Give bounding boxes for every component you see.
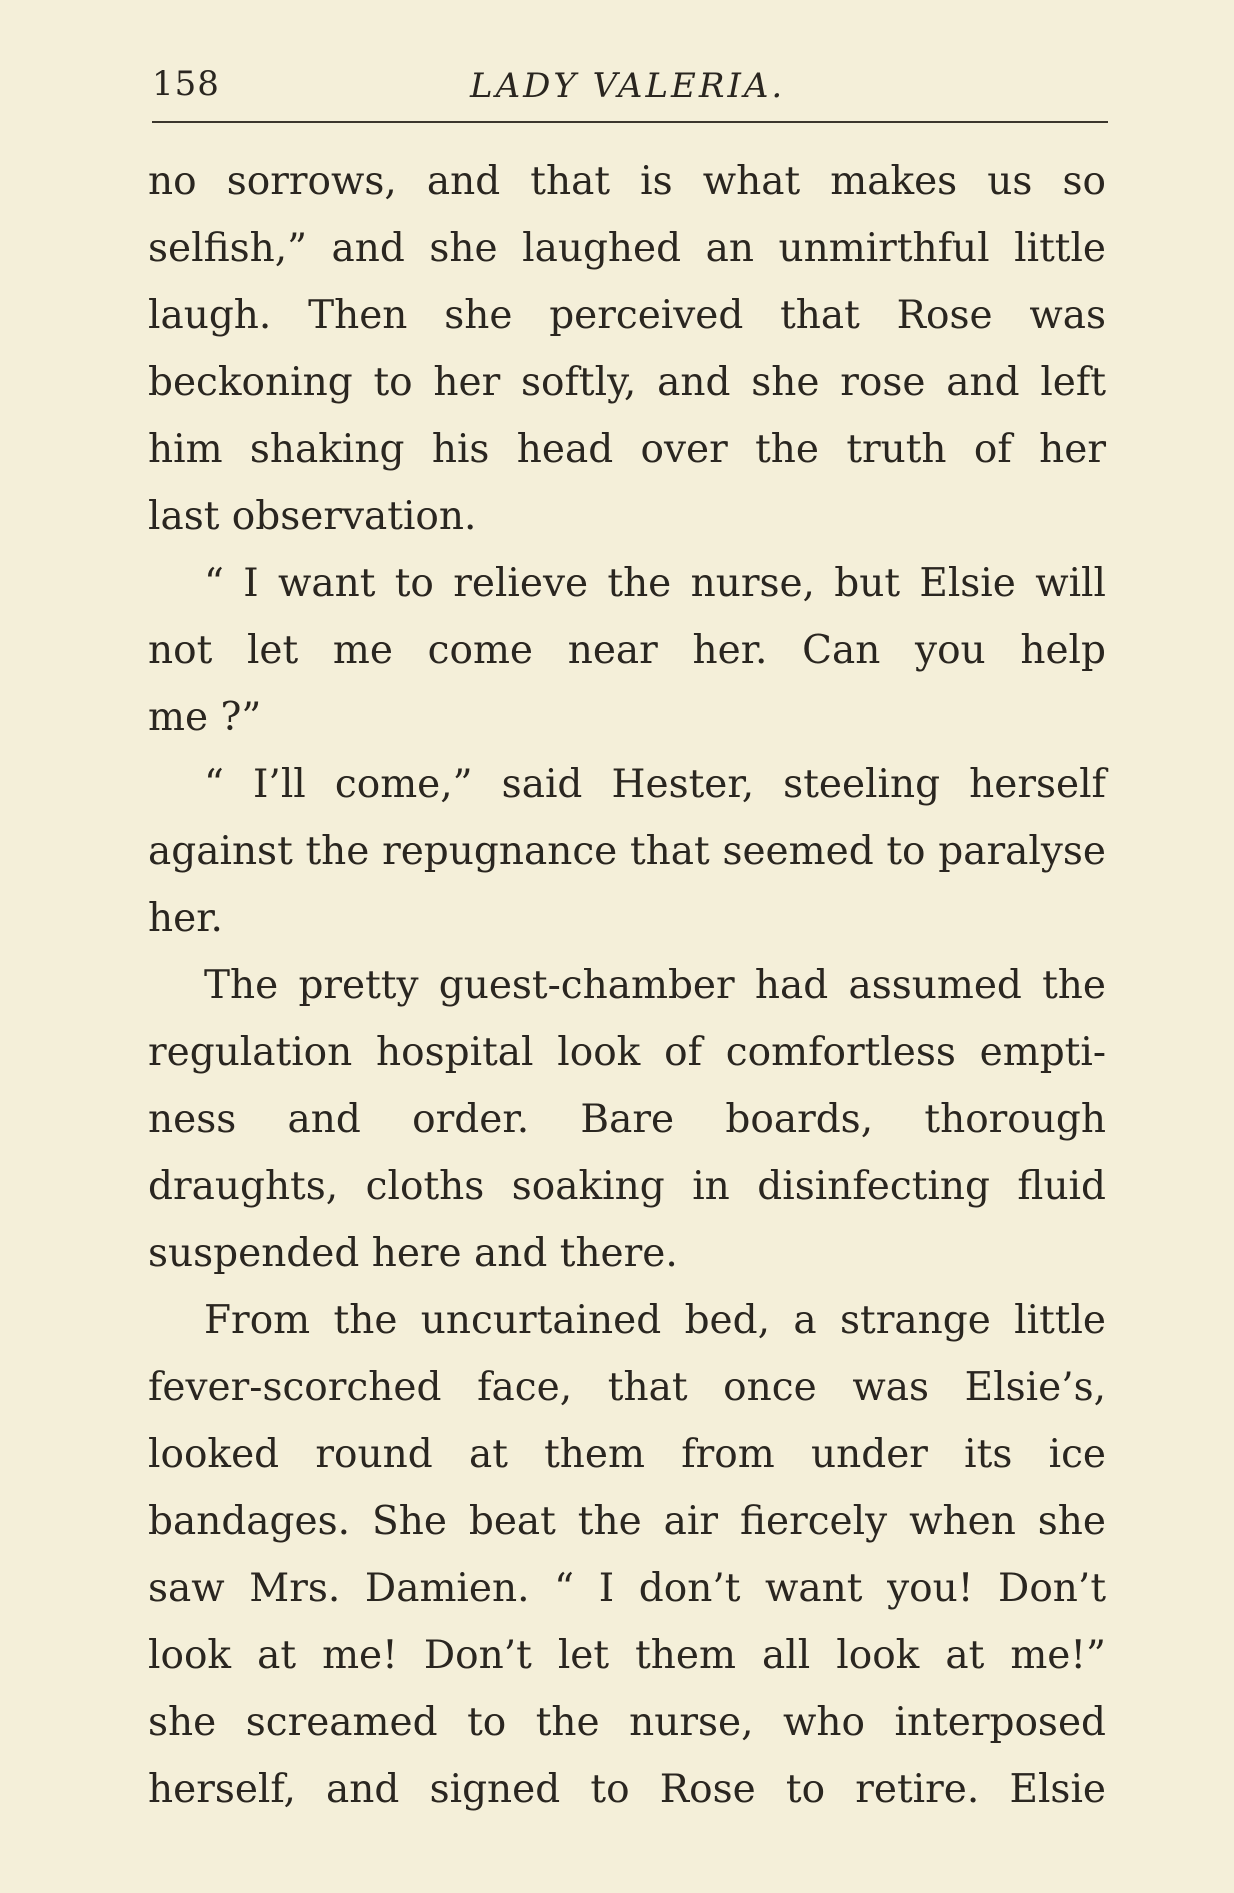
text-line: no sorrows, and that is what makes us so <box>148 159 1106 204</box>
text-line: “ I’ll come,” said Hester, steeling herself <box>204 762 1106 807</box>
body-text <box>148 148 1106 1823</box>
text-line: looked round at them from under its ice <box>148 1432 1106 1477</box>
text-line: The pretty guest-chamber had assumed the <box>204 963 1106 1008</box>
text-line: her. <box>148 896 223 941</box>
text-line: she screamed to the nurse, who interposed <box>148 1700 1106 1745</box>
page-header <box>152 64 1108 114</box>
text-line: not let me come near her. Can you help <box>148 628 1106 673</box>
text-line: last observation. <box>148 494 477 539</box>
running-title: LADY VALERIA. <box>470 66 786 106</box>
text-line: draughts, cloths soaking in disinfecting fluid <box>148 1164 1106 1209</box>
text-line: against the repugnance that seemed to paralyse <box>148 829 1106 874</box>
text-line: ness and order. Bare boards, thorough <box>148 1097 1106 1142</box>
text-line: saw Mrs. Damien. “ I don’t want you! Don’t <box>148 1566 1106 1611</box>
text-line: look at me! Don’t let them all look at me!” <box>148 1633 1106 1678</box>
text-line: him shaking his head over the truth of her <box>148 427 1106 472</box>
header-rule <box>152 121 1108 123</box>
text-line: regulation hospital look of comfortless empti- <box>148 1030 1106 1075</box>
text-line: herself, and signed to Rose to retire. Elsie <box>148 1767 1106 1812</box>
text-line: laugh. Then she perceived that Rose was <box>148 293 1106 338</box>
text-line: me ?” <box>148 695 262 740</box>
text-line: “ I want to relieve the nurse, but Elsie will <box>204 561 1106 606</box>
text-line: bandages. She beat the air fiercely when she <box>148 1499 1106 1544</box>
text-line: suspended here and there. <box>148 1231 678 1276</box>
text-line: beckoning to her softly, and she rose and left <box>148 360 1106 405</box>
text-line: selfish,” and she laughed an unmirthful little <box>148 226 1106 271</box>
text-line: From the uncurtained bed, a strange little <box>204 1298 1106 1343</box>
page-number: 158 <box>152 64 220 104</box>
text-line: fever-scorched face, that once was Elsie’s, <box>148 1365 1106 1410</box>
